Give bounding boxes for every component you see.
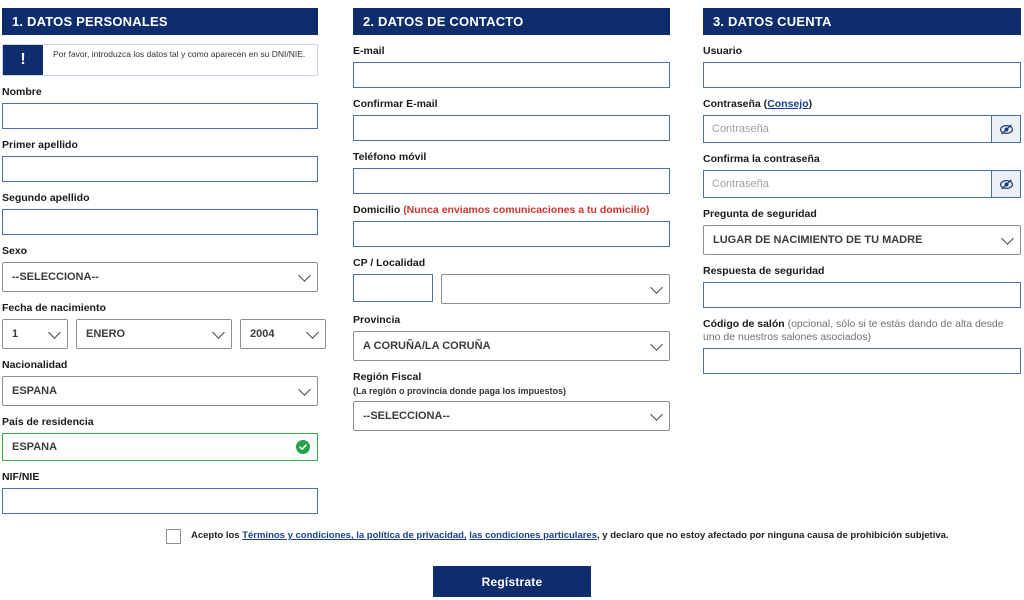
check-circle-icon: [296, 440, 310, 454]
field-cp-localidad: [353, 257, 670, 304]
label-sexo: Sexo: [2, 245, 28, 257]
pais-residencia-input[interactable]: [2, 433, 318, 461]
field-provincia: [353, 314, 670, 361]
label-region-fiscal: Región Fiscal: [353, 371, 422, 383]
label-primer-apellido: Primer apellido: [2, 139, 78, 151]
cp-input[interactable]: [353, 274, 433, 302]
chevron-down-icon: [298, 269, 311, 282]
field-respuesta-seguridad: [703, 265, 1021, 308]
label-pregunta-seguridad: Pregunta de seguridad: [703, 208, 817, 220]
label-confirmar-email: Confirmar E-mail: [353, 98, 438, 110]
dni-alert: [2, 44, 318, 76]
field-codigo-salon: [703, 318, 1021, 374]
field-nif-nie: [2, 471, 318, 514]
terms-suffix: , y declaro que no estoy afectado por ninguna causa de prohibición subjetiva.: [597, 530, 949, 541]
label-cp-localidad: CP / Localidad: [353, 257, 426, 269]
label-usuario: Usuario: [703, 45, 743, 57]
label-segundo-apellido: Segundo apellido: [2, 192, 90, 204]
chevron-down-icon: [650, 338, 663, 351]
confirmar-email-input[interactable]: [353, 115, 670, 141]
field-domicilio: [353, 204, 670, 247]
fecha-day-select[interactable]: [2, 319, 68, 349]
label-pais-residencia: País de residencia: [2, 416, 94, 428]
label-domicilio-note: (Nunca enviamos comunicaciones a tu domicilio): [403, 204, 650, 216]
label-codigo-salon-note: (opcional, sólo si te estás dando de alta desde uno de nuestros salones asociados): [703, 318, 1004, 343]
fecha-month-value: ENERO: [86, 328, 126, 340]
pregunta-seguridad-select[interactable]: [703, 225, 1021, 255]
region-fiscal-select[interactable]: [353, 401, 670, 431]
label-confirma-contrasena: Confirma la contraseña: [703, 153, 820, 165]
nacionalidad-select[interactable]: [2, 376, 318, 406]
label-email: E-mail: [353, 45, 385, 57]
eye-slash-icon[interactable]: [991, 115, 1021, 143]
section-datos-contacto: [353, 0, 670, 431]
label-region-fiscal-sublabel: (La región o provincia donde paga los impuestos): [353, 386, 567, 396]
section-1-header: 1. DATOS PERSONALES: [2, 8, 318, 35]
nacionalidad-select-value: ESPANA: [12, 385, 58, 397]
nombre-input[interactable]: [2, 103, 318, 129]
label-respuesta-seguridad: Respuesta de seguridad: [703, 265, 825, 277]
primer-apellido-input[interactable]: [2, 156, 318, 182]
section-2-header: 2. DATOS DE CONTACTO: [353, 8, 670, 35]
region-fiscal-select-value: --SELECCIONA--: [363, 410, 450, 422]
pais-residencia-wrap: [2, 433, 318, 461]
fecha-year-value: 2004: [250, 328, 275, 340]
field-nombre: [2, 86, 318, 129]
label-codigo-salon: [703, 318, 1021, 344]
chevron-down-icon: [298, 383, 311, 396]
domicilio-input[interactable]: [353, 221, 670, 247]
contrasena-wrap: [703, 115, 1021, 143]
field-primer-apellido: [2, 139, 318, 182]
chevron-down-icon: [212, 326, 225, 339]
fecha-year-select[interactable]: [240, 319, 326, 349]
dni-alert-text: Por favor, introduzca los datos tal y como aparecen en su DNI/NIE.: [53, 49, 306, 59]
usuario-input[interactable]: [703, 62, 1021, 88]
terms-checkbox[interactable]: [166, 529, 181, 544]
provincia-select-value: A CORUÑA/LA CORUÑA: [363, 340, 491, 352]
field-region-fiscal: [353, 371, 670, 431]
label-domicilio-text: Domicilio: [353, 204, 401, 216]
field-usuario: [703, 45, 1021, 88]
terms-link-secondary[interactable]: las condiciones particulares: [469, 530, 597, 541]
field-confirma-contrasena: [703, 153, 1021, 198]
codigo-salon-input[interactable]: [703, 348, 1021, 374]
sexo-select[interactable]: [2, 262, 318, 292]
confirma-contrasena-wrap: [703, 170, 1021, 198]
label-contrasena: Contraseña (Consejo): [703, 98, 813, 110]
pais-residencia-value: ESPANA: [12, 441, 58, 453]
telefono-movil-input[interactable]: [353, 168, 670, 194]
label-contrasena-text: Contraseña: [703, 98, 761, 110]
section-datos-personales: [2, 0, 318, 514]
label-codigo-salon-text: Código de salón: [703, 318, 785, 330]
section-datos-cuenta: [703, 0, 1021, 374]
field-nacionalidad: [2, 359, 318, 406]
label-domicilio: [353, 204, 670, 217]
field-fecha-nacimiento: [2, 302, 318, 349]
chevron-down-icon: [650, 281, 663, 294]
contrasena-input[interactable]: [703, 115, 991, 143]
submit-row: [0, 566, 1024, 597]
registrate-button[interactable]: Regístrate: [433, 566, 591, 597]
email-input[interactable]: [353, 62, 670, 88]
terms-acceptance-row: [166, 529, 949, 544]
field-sexo: [2, 245, 318, 292]
terms-prefix: Acepto los: [191, 530, 243, 541]
section-3-header: 3. DATOS CUENTA: [703, 8, 1021, 35]
confirma-contrasena-input[interactable]: [703, 170, 991, 198]
field-pregunta-seguridad: [703, 208, 1021, 255]
consejo-link[interactable]: Consejo: [767, 98, 809, 110]
field-telefono-movil: [353, 151, 670, 194]
label-nombre: Nombre: [2, 86, 42, 98]
fecha-day-value: 1: [12, 328, 19, 340]
segundo-apellido-input[interactable]: [2, 209, 318, 235]
fecha-nacimiento-row: [2, 319, 318, 349]
terms-text: [191, 529, 949, 542]
chevron-down-icon: [650, 408, 663, 421]
label-nif-nie: NIF/NIE: [2, 471, 40, 483]
chevron-down-icon: [306, 326, 319, 339]
field-pais-residencia: [2, 416, 318, 461]
field-email: [353, 45, 670, 88]
sexo-select-value: --SELECCIONA--: [12, 271, 99, 283]
pregunta-seguridad-select-value: LUGAR DE NACIMIENTO DE TU MADRE: [713, 234, 923, 246]
label-fecha-nacimiento: Fecha de nacimiento: [2, 302, 106, 314]
field-contrasena: [703, 98, 1021, 143]
chevron-down-icon: [1001, 232, 1014, 245]
localidad-select[interactable]: [441, 274, 670, 304]
provincia-select[interactable]: [353, 331, 670, 361]
label-provincia: Provincia: [353, 314, 401, 326]
respuesta-seguridad-input[interactable]: [703, 282, 1021, 308]
fecha-month-select[interactable]: [76, 319, 232, 349]
field-segundo-apellido: [2, 192, 318, 235]
field-confirmar-email: [353, 98, 670, 141]
terms-link-primary[interactable]: Términos y condiciones, la política de privacidad,: [242, 530, 467, 541]
label-telefono-movil: Teléfono móvil: [353, 151, 427, 163]
label-nacionalidad: Nacionalidad: [2, 359, 68, 371]
eye-slash-icon[interactable]: [991, 170, 1021, 198]
chevron-down-icon: [48, 326, 61, 339]
cp-localidad-row: [353, 274, 670, 304]
exclamation-icon: !: [3, 45, 43, 75]
nif-nie-input[interactable]: [2, 488, 318, 514]
